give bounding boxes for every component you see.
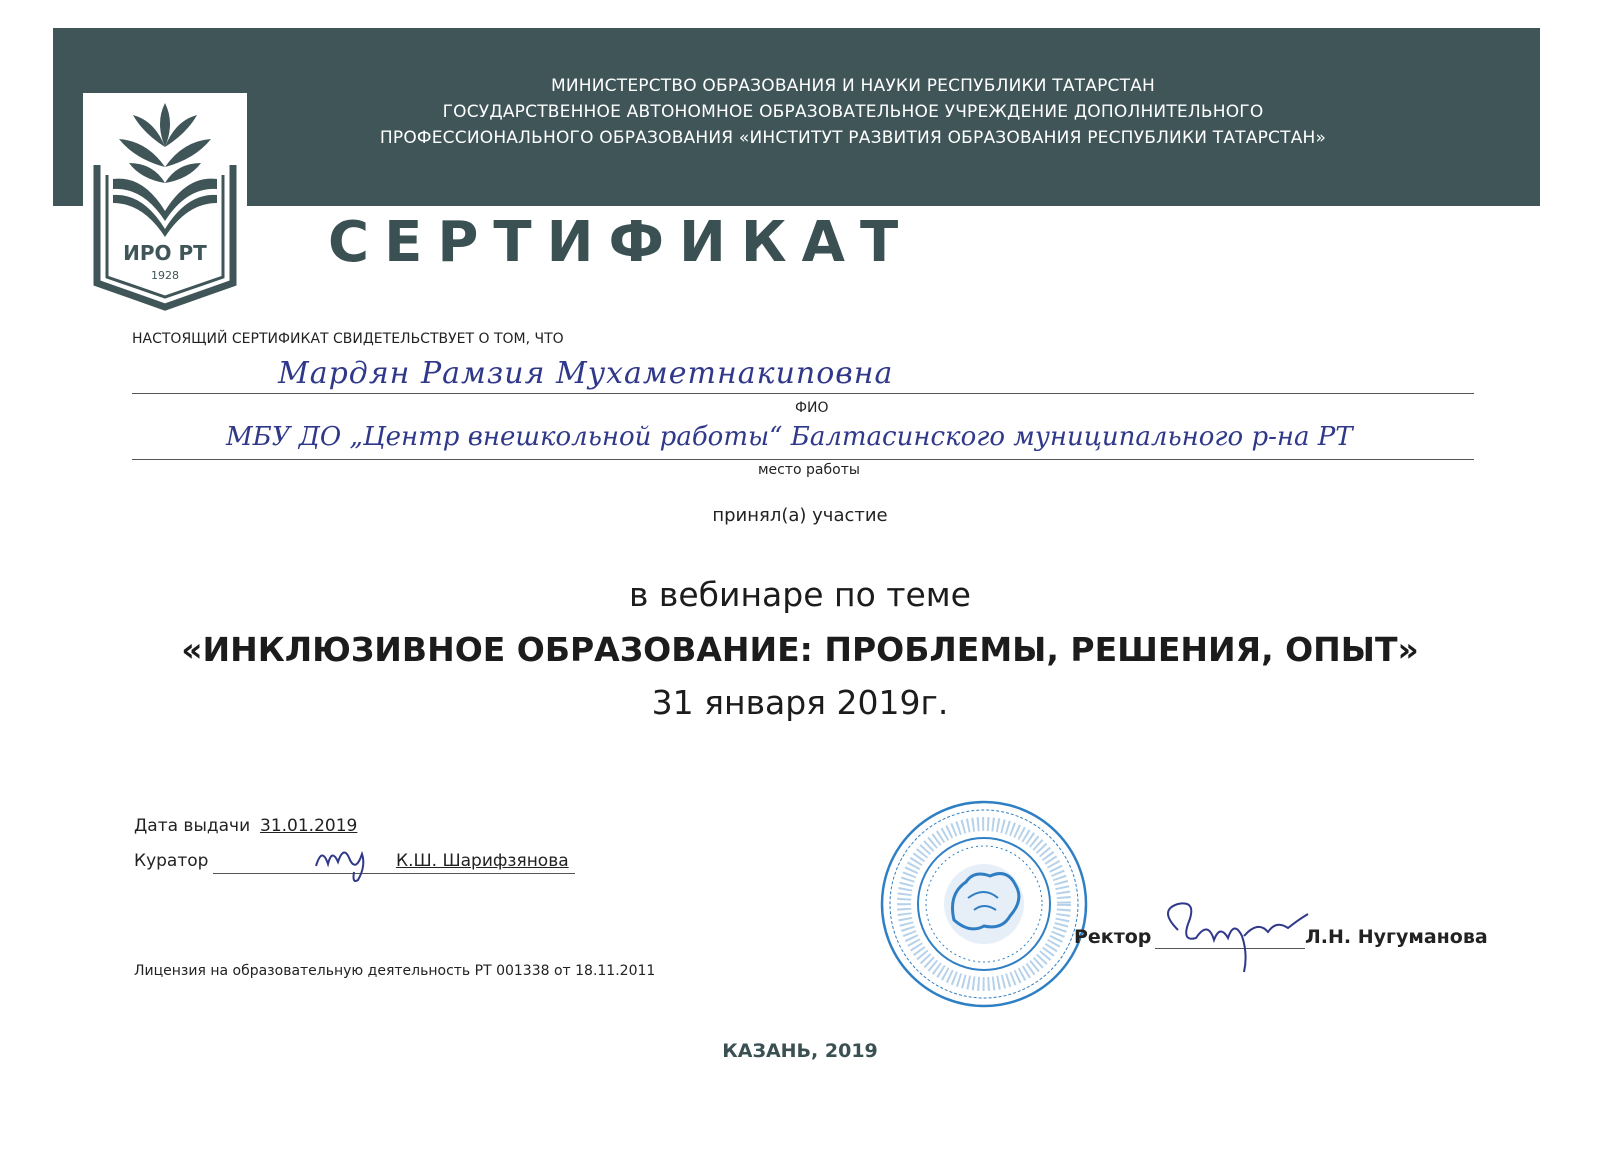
curator-signature-icon	[310, 836, 380, 886]
participated-text: принял(а) участие	[712, 505, 888, 526]
fio-line	[132, 393, 1474, 394]
curator-label: Куратор	[134, 851, 209, 871]
header-band	[53, 28, 1540, 206]
logo-year: 1928	[151, 269, 179, 282]
license-text: Лицензия на образовательную деятельность РТ 001338 от 18.11.2011	[134, 963, 656, 979]
fio-value: Мардян Рамзия Мухаметнакиповна	[278, 356, 894, 391]
org-line-institution-type: ГОСУДАРСТВЕННОЕ АВТОНОМНОЕ ОБРАЗОВАТЕЛЬНОЕ УЧРЕЖДЕНИЕ ДОПОЛНИТЕЛЬНОГО	[442, 102, 1264, 122]
org-line-ministry: МИНИСТЕРСТВО ОБРАЗОВАНИЯ И НАУКИ РЕСПУБЛИКИ ТАТАРСТАН	[550, 76, 1156, 96]
workplace-line	[132, 459, 1474, 460]
workplace-caption: место работы	[758, 462, 860, 478]
book-leaves-shield-icon	[83, 93, 247, 316]
issue-date-label: Дата выдачи	[134, 816, 251, 836]
workplace-value: МБУ ДО „Центр внешкольной работы“ Балтасинского муниципального р-на РТ	[226, 422, 1353, 452]
logo	[83, 93, 247, 316]
webinar-topic: «ИНКЛЮЗИВНОЕ ОБРАЗОВАНИЕ: ПРОБЛЕМЫ, РЕШЕНИЯ, ОПЫТ»	[181, 630, 1419, 669]
certificate-title: СЕРТИФИКАТ	[328, 210, 914, 275]
webinar-intro: в вебинаре по теме	[628, 575, 971, 614]
certificate-intro: НАСТОЯЩИЙ СЕРТИФИКАТ СВИДЕТЕЛЬСТВУЕТ О ТОМ, ЧТО	[132, 331, 564, 347]
webinar-date: 31 января 2019г.	[651, 683, 949, 722]
fio-caption: ФИО	[795, 400, 829, 416]
round-seal-stamp-icon	[878, 798, 1090, 1010]
rector-signature-icon	[1148, 890, 1313, 980]
city-year: КАЗАНЬ, 2019	[722, 1040, 878, 1062]
org-line-institution-name: ПРОФЕССИОНАЛЬНОГО ОБРАЗОВАНИЯ «ИНСТИТУТ РАЗВИТИЯ ОБРАЗОВАНИЯ РЕСПУБЛИКИ ТАТАРСТАН»	[379, 128, 1327, 148]
rector-label: Ректор	[1074, 926, 1152, 948]
curator-signature-line	[213, 873, 575, 874]
rector-name: Л.Н. Нугуманова	[1305, 926, 1488, 948]
logo-abbr: ИРО РТ	[123, 241, 207, 265]
curator-name: К.Ш. Шарифзянова	[396, 851, 569, 871]
issue-date-value: 31.01.2019	[260, 816, 358, 836]
